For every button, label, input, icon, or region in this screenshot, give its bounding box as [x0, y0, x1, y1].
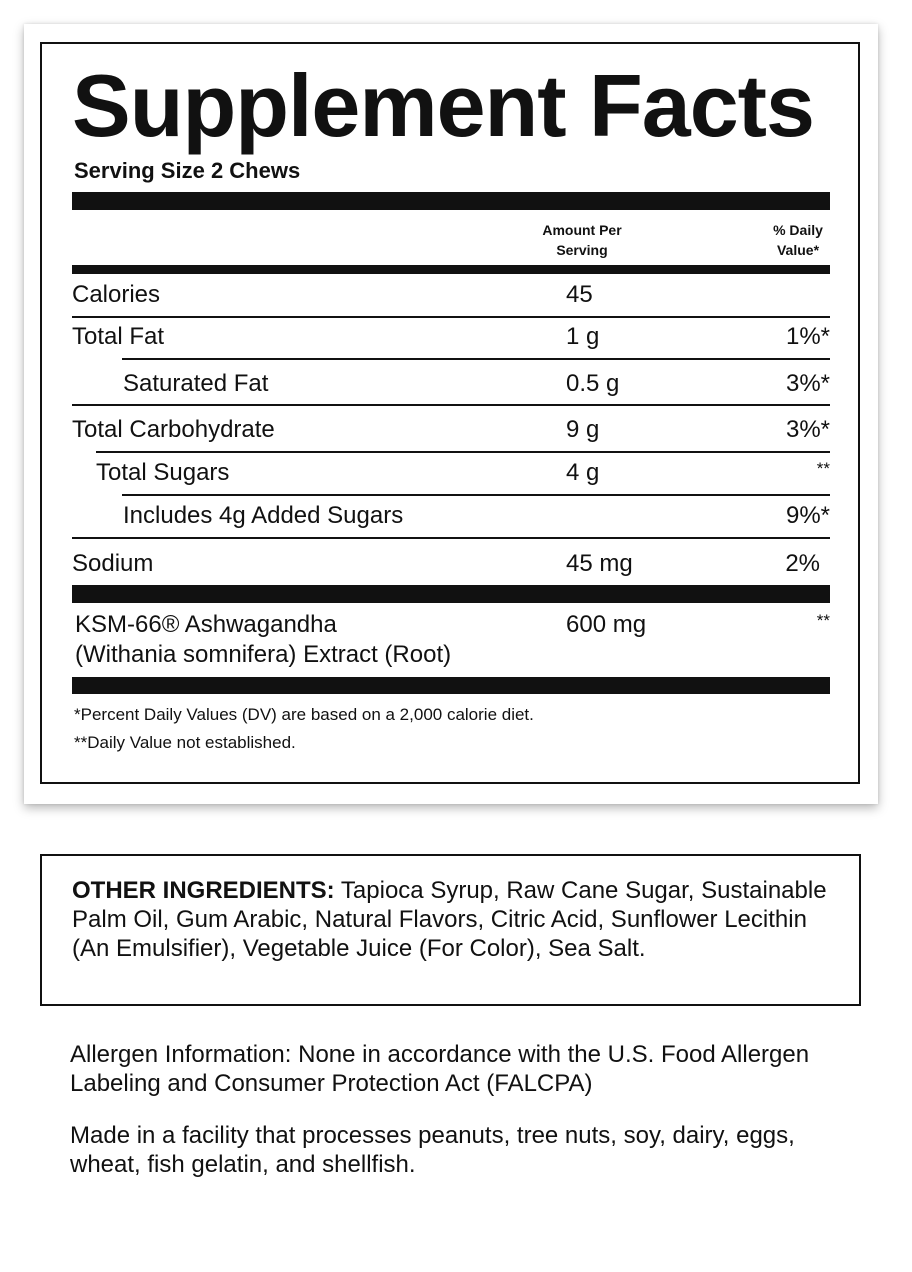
row-daily-value: 1%*	[785, 323, 830, 350]
footnote-dv-not-established: **Daily Value not established.	[74, 733, 296, 752]
row-label: Saturated Fat	[123, 370, 269, 397]
medium-divider	[72, 265, 830, 274]
row-label: Sodium	[72, 550, 154, 577]
row-label: Total Fat	[72, 323, 165, 350]
row-label-line-2: (Withania somnifera) Extract (Root)	[75, 641, 452, 668]
row-amount: 1 g	[566, 323, 600, 350]
column-header-amount: Amount Per Serving	[542, 222, 622, 258]
row-divider	[96, 451, 830, 453]
row-daily-value: 3%*	[785, 370, 830, 397]
row-divider	[72, 404, 830, 406]
row-amount: 45	[566, 281, 593, 308]
other-ingredients-box	[40, 854, 861, 1006]
row-daily-value: 2%	[785, 550, 820, 577]
serving-size: Serving Size 2 Chews	[74, 158, 301, 183]
row-daily-value: **	[816, 459, 830, 478]
thick-divider-middle	[72, 585, 830, 603]
other-ingredients-text: Tapioca Syrup, Raw Cane Sugar, Sustainable Palm Oil, Gum Arabic, Natural Flavors, Citric Acid, Sunflower Lecithin (An Emulsifier), Vegetable Juice (For Color), Sea Salt.	[72, 877, 827, 962]
row-daily-value: 3%*	[785, 416, 830, 443]
row-amount: 600 mg	[566, 611, 647, 638]
other-ingredients-heading: OTHER INGREDIENTS:	[72, 877, 335, 904]
row-label-line-1: KSM-66® Ashwagandha	[75, 611, 337, 638]
row-amount: 9 g	[566, 416, 600, 443]
row-amount: 0.5 g	[566, 370, 620, 397]
column-header-daily-value: % Daily Value*	[773, 222, 823, 258]
row-label: Total Sugars	[96, 459, 230, 486]
facts-row-ashwagandha	[72, 611, 830, 671]
row-daily-value: **	[816, 611, 830, 630]
thick-divider-bottom	[72, 677, 830, 694]
row-daily-value: 9%*	[785, 502, 830, 529]
row-label: Calories	[72, 281, 161, 308]
row-divider	[72, 537, 830, 539]
row-label: Total Carbohydrate	[72, 416, 275, 443]
footnote-percent-dv: *Percent Daily Values (DV) are based on a 2,000 calorie diet.	[74, 705, 534, 724]
thick-divider-top	[72, 192, 830, 210]
row-divider	[122, 494, 830, 496]
facts-title: Supplement Facts	[72, 56, 814, 155]
allergen-information: Allergen Information: None in accordance with the U.S. Food Allergen Labeling and Consumer Protection Act (FALCPA)	[70, 1041, 810, 1097]
row-amount: 45 mg	[566, 550, 633, 577]
row-divider	[72, 316, 830, 318]
row-divider	[122, 358, 830, 360]
row-label: Includes 4g Added Sugars	[123, 502, 404, 529]
row-amount: 4 g	[566, 459, 600, 486]
facility-information: Made in a facility that processes peanuts, tree nuts, soy, dairy, eggs, wheat, fish gelatin, and shellfish.	[70, 1122, 795, 1178]
